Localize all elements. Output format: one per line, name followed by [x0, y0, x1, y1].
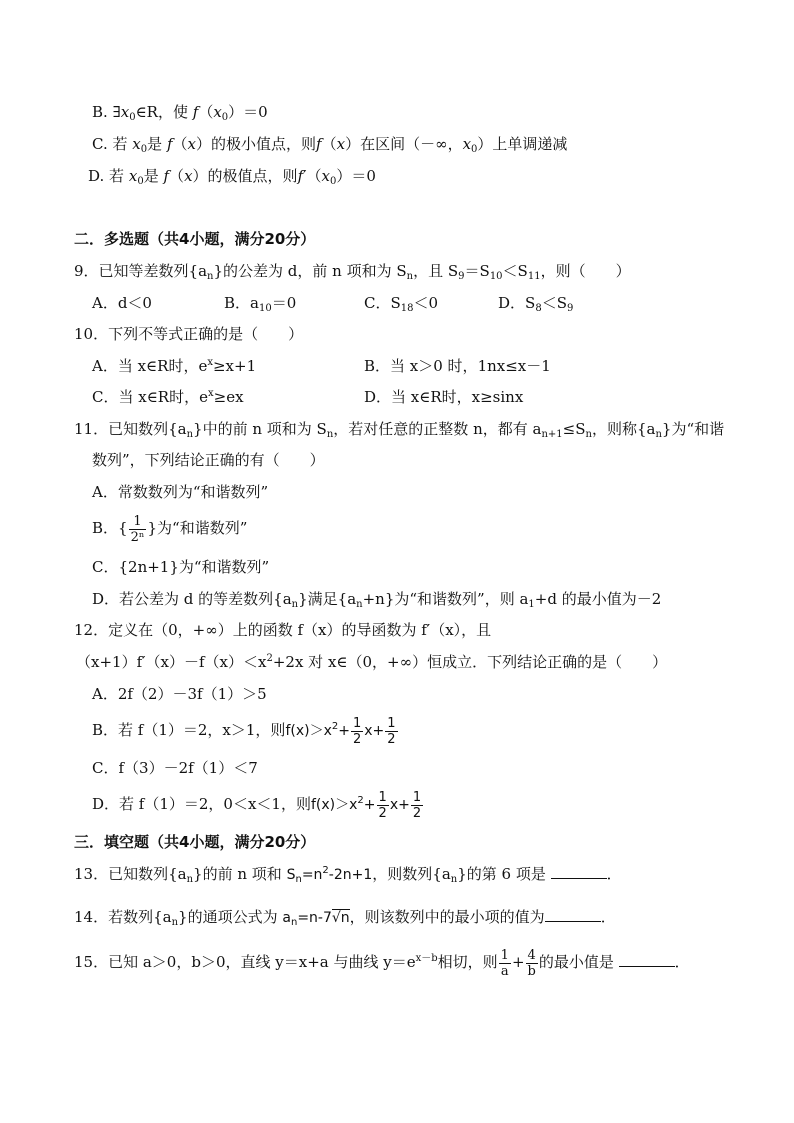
q9-option-b: B．$a_{10}=0$ [224, 294, 297, 314]
q10-option-a: A．当 x∈R时，$e^x\ge x+1$ [92, 357, 257, 375]
q10-option-b: B．当 x＞0 时，1nx≤x－1 [364, 357, 551, 375]
q12-option-b: B．若 f（1）＝2，x＞1，则$f(x)>x^2+$ $\frac{1}{2}$ x+ $\frac{1}{2}$ [92, 715, 396, 747]
q11-option-b: B．{ $\frac{1}{\text{2ⁿ}}$ }为“和谐数列” [92, 513, 248, 545]
q11-option-a: A．常数数列为“和谐数列” [92, 483, 269, 501]
q8-option-b: B. $\exists x_0\in R$，使 $f(x_0)=0$ [92, 103, 268, 123]
q11-stem-cont: 数列”，下列结论正确的有（ ） [92, 451, 325, 469]
q9-option-a: A．d＜0 [92, 294, 152, 312]
q12-stem: 12．定义在（0，+∞）上的函数 f（x）的导函数为 f′（x），且 [74, 621, 492, 639]
q9-option-d: D．$S_8<S_9$ [498, 294, 574, 314]
q11-stem: 11．已知数列$\{a_n\}$中的前 n 项和为 $S_n$，若对任意的正整数 n，都有 $a_{n+1}\le S_n$，则称$\{a_n\}$为“和谐 [74, 420, 725, 440]
q15-fraction-1: $\frac{1}{a}$ [500, 947, 509, 979]
section-title-multiple-choice: 二．多选题（共4小题，满分20分） [74, 230, 316, 248]
q14-answer-blank[interactable] [545, 907, 601, 922]
q8-option-c: C. 若 $x_0$是 f（x）的极小值点，则f（x）在区间（－∞，$x_0$）上单调递减 [92, 135, 568, 155]
q15-stem: 15．已知 a＞0，b＞0，直线 y＝x+a 与曲线 $y=e^{x-b}$相切，则 $\frac{1}{a}$ + $\frac{4}{b}$ 的最小值是 ． [74, 947, 690, 979]
q9-stem: 9．已知等差数列$\{a_n\}$的公差为 d，前 n 项和为 $S_n$，且 $S_9=S_{10}<S_{11}$，则（ ） [74, 262, 631, 282]
q12-option-c: C．f（3）－2f（1）＜7 [92, 759, 258, 777]
q14-stem: 14．若数列$\{a_n\}$的通项公式为 $a_n=n-7√n$，则该数列中的最小项的值为 ． [74, 908, 616, 928]
q12-stem-cont: $(x+1)f'(x)-f(x)<x^2+2x$ 对 x∈（0，+∞）恒成立．下列结论正确的是（ ） [76, 653, 668, 671]
q10-stem: 10．下列不等式正确的是（ ） [74, 325, 304, 343]
q11-option-d: D．若公差为 d 的等差数列$\{a_n\}$满足$\{a_n+n\}$为“和谐数列”，则 $a_1+d$ 的最小值为－2 [92, 590, 662, 610]
q13-stem: 13．已知数列$\{a_n\}$的前 n 项和 $S_n=n^2-2n+1$，则数列$\{a_n\}$的第 6 项是 ． [74, 865, 622, 885]
q15-fraction-2: $\frac{4}{b}$ [527, 947, 536, 979]
q12-option-a: A．2f（2）－3f（1）＞5 [92, 685, 267, 703]
q12-option-d: D．若 f（1）＝2，0＜x＜1，则$f(x)>x^2+$ $\frac{1}{2}$ x+ $\frac{1}{2}$ [92, 789, 422, 821]
q10-option-d: D．当 x∈R时，x≥sinx [364, 388, 524, 406]
q13-answer-blank[interactable] [551, 864, 607, 879]
q11-option-b-fraction: $\frac{1}{\text{2ⁿ}}$ [130, 513, 145, 545]
section-title-fill-in: 三．填空题（共4小题，满分20分） [74, 833, 316, 851]
q8-option-d: D. 若 $x_0$是 f（x）的极值点，则$f'(x_0)=0$ [88, 167, 376, 187]
q15-answer-blank[interactable] [619, 952, 675, 967]
q9-option-c: C．$S_{18}<0$ [364, 294, 439, 314]
q10-option-c: C．当 x∈R时，$e^x\ge ex$ [92, 388, 244, 406]
q11-option-c: C．{2n+1}为“和谐数列” [92, 558, 270, 576]
